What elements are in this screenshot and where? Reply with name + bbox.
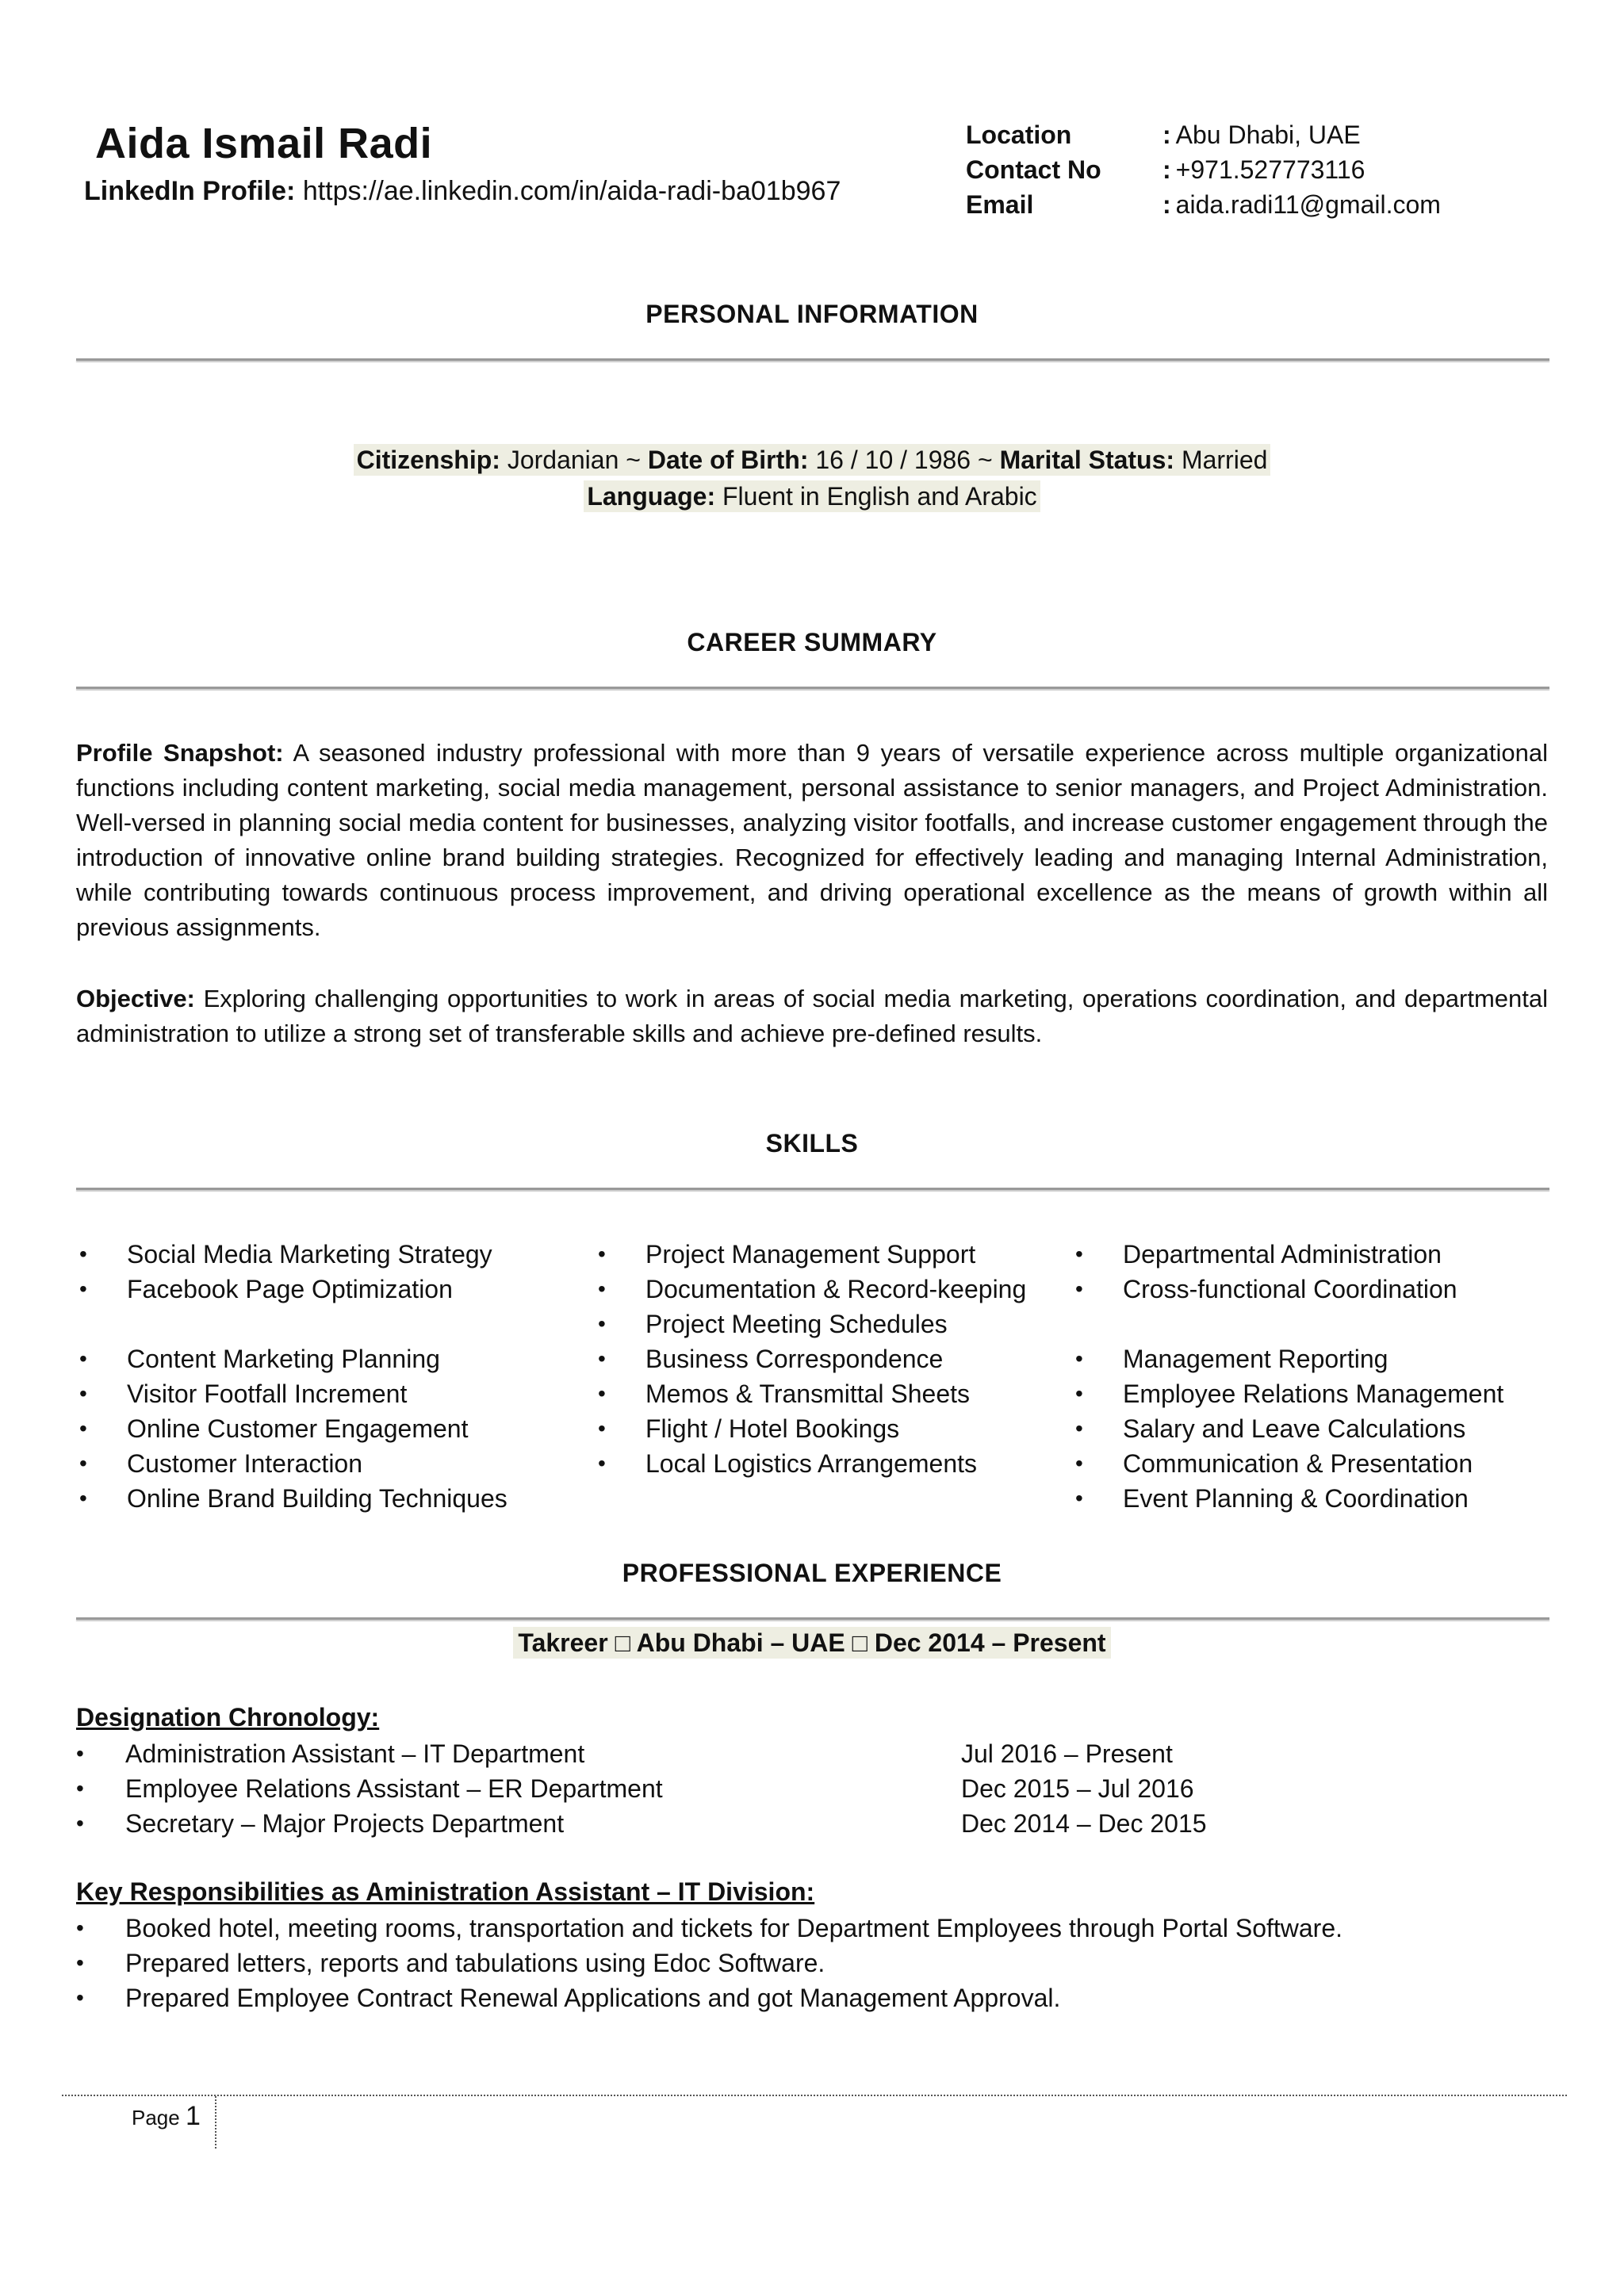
section-divider (76, 687, 1549, 689)
contact-row-phone: Contact No : +971.527773116 (966, 152, 1441, 187)
personal-details-line (0, 446, 1624, 475)
designation-date: Jul 2016 – Present (961, 1739, 1173, 1768)
separator: ~ (977, 446, 993, 474)
skill-item: • Project Management Support (598, 1237, 1042, 1272)
employer-text: Takreer □ Abu Dhabi – UAE □ Dec 2014 – Present (513, 1627, 1110, 1659)
objective-label: Objective: (76, 985, 195, 1012)
language-label: Language: (587, 482, 716, 511)
skill-item: • Cross-functional Coordination (1075, 1272, 1551, 1307)
section-title-career-summary: CAREER SUMMARY (687, 628, 937, 656)
candidate-name: Aida Ismail Radi (95, 120, 433, 167)
contact-row-email: Email : aida.radi11@gmail.com (966, 187, 1441, 222)
section-divider (76, 358, 1549, 361)
responsibility-item: • Booked hotel, meeting rooms, transportation and tickets for Department Employees through Portal Software. (76, 1911, 1342, 1946)
separator: ~ (626, 446, 641, 474)
designation-chronology-title: Designation Chronology: (76, 1703, 380, 1732)
page-number (132, 2101, 201, 2132)
footer-vertical-divider (215, 2096, 216, 2149)
skill-item: • Project Meeting Schedules (598, 1307, 1042, 1341)
page-number-value: 1 (185, 2101, 201, 2131)
linkedin-line (84, 176, 841, 207)
skill-item: • Business Correspondence (598, 1341, 1042, 1376)
skills-column-3 (1075, 1237, 1551, 1516)
dob-value: 16 / 10 / 1986 (815, 446, 971, 474)
section-title-personal: PERSONAL INFORMATION (645, 300, 979, 328)
contact-email[interactable]: aida.radi11@gmail.com (1175, 190, 1441, 219)
skill-item: • Salary and Leave Calculations (1075, 1411, 1551, 1446)
designation-list (76, 1736, 663, 1841)
designation-role: • Employee Relations Assistant – ER Department (76, 1771, 663, 1806)
skill-item: • Event Planning & Coordination (1075, 1481, 1551, 1516)
section-title-skills: SKILLS (765, 1129, 859, 1158)
designation-date: Dec 2014 – Dec 2015 (961, 1809, 1207, 1838)
responsibility-item: • Prepared letters, reports and tabulations using Edoc Software. (76, 1946, 1342, 1980)
contact-value: +971.527773116 (1175, 155, 1365, 184)
objective-text: Exploring challenging opportunities to work in areas of social media marketing, operations coordination, and departmental administration to utilize a strong set of transferable skills and achieve pre-defined results. (76, 985, 1548, 1047)
skill-item: • Memos & Transmittal Sheets (598, 1376, 1042, 1411)
language-value: Fluent in English and Arabic (722, 482, 1037, 511)
snapshot-text: A seasoned industry professional with more than 9 years of versatile experience across multiple organizational functions including content marketing, social media management, personal assistance to senior managers, and Project Administration. Well-versed in planning social media content for businesses, analyzing visitor footfalls, and increase customer engagement through the introduction of innovative online brand building strategies. Recognized for effectively leading and managing Internal Administration, while contributing towards continuous process improvement, and driving operational excellence as the means of growth within all previous assignments. (76, 739, 1548, 941)
skills-column-1 (79, 1237, 571, 1516)
skill-item: • Online Brand Building Techniques (79, 1481, 571, 1516)
skill-item: • Communication & Presentation (1075, 1446, 1551, 1481)
citizenship-label: Citizenship: (356, 446, 500, 474)
skill-item: • Employee Relations Management (1075, 1376, 1551, 1411)
skill-item: • Content Marketing Planning (79, 1341, 571, 1376)
skill-item: • Management Reporting (1075, 1341, 1551, 1376)
skill-item: • Online Customer Engagement (79, 1411, 571, 1446)
skill-item: • Local Logistics Arrangements (598, 1446, 1042, 1481)
skill-spacer (1075, 1307, 1551, 1341)
responsibilities-title: Key Responsibilities as Aministration Assistant – IT Division: (76, 1877, 815, 1906)
contact-value: Abu Dhabi, UAE (1175, 121, 1361, 149)
skill-item: • Flight / Hotel Bookings (598, 1411, 1042, 1446)
designation-dates (961, 1736, 1207, 1841)
section-divider (76, 1617, 1549, 1620)
snapshot-label: Profile Snapshot: (76, 739, 284, 767)
designation-role: • Secretary – Major Projects Department (76, 1806, 663, 1841)
skill-item: • Social Media Marketing Strategy (79, 1237, 571, 1272)
section-title-experience: PROFESSIONAL EXPERIENCE (622, 1559, 1002, 1587)
skill-item: • Documentation & Record-keeping (598, 1272, 1034, 1307)
designation-date: Dec 2015 – Jul 2016 (961, 1774, 1194, 1803)
skill-item: • Facebook Page Optimization (79, 1272, 571, 1307)
footer-divider (62, 2095, 1567, 2096)
page-label: Page (132, 2106, 180, 2130)
skill-item: • Customer Interaction (79, 1446, 571, 1481)
dob-label: Date of Birth: (647, 446, 809, 474)
objective (76, 982, 1548, 1051)
citizenship-value: Jordanian (507, 446, 619, 474)
skills-column-2 (598, 1237, 1042, 1481)
responsibility-item: • Prepared Employee Contract Renewal Applications and got Management Approval. (76, 1980, 1342, 2015)
skill-item: • Departmental Administration (1075, 1237, 1551, 1272)
skill-spacer (79, 1307, 571, 1341)
contact-label: Location (966, 121, 1072, 149)
profile-snapshot (76, 736, 1548, 945)
marital-value: Married (1181, 446, 1268, 474)
contact-label: Email (966, 190, 1034, 219)
section-divider (76, 1188, 1549, 1190)
marital-label: Marital Status: (999, 446, 1175, 474)
employer-line (0, 1628, 1624, 1658)
responsibilities-list (76, 1911, 1342, 2015)
skill-item: • Visitor Footfall Increment (79, 1376, 571, 1411)
contact-label: Contact No (966, 155, 1101, 184)
contact-row-location: Location : Abu Dhabi, UAE (966, 117, 1441, 152)
designation-role: • Administration Assistant – IT Department (76, 1736, 663, 1771)
linkedin-label: LinkedIn Profile: (84, 176, 296, 206)
contact-block (966, 117, 1441, 222)
linkedin-url[interactable]: https://ae.linkedin.com/in/aida-radi-ba01b967 (302, 176, 841, 206)
language-line (0, 482, 1624, 511)
